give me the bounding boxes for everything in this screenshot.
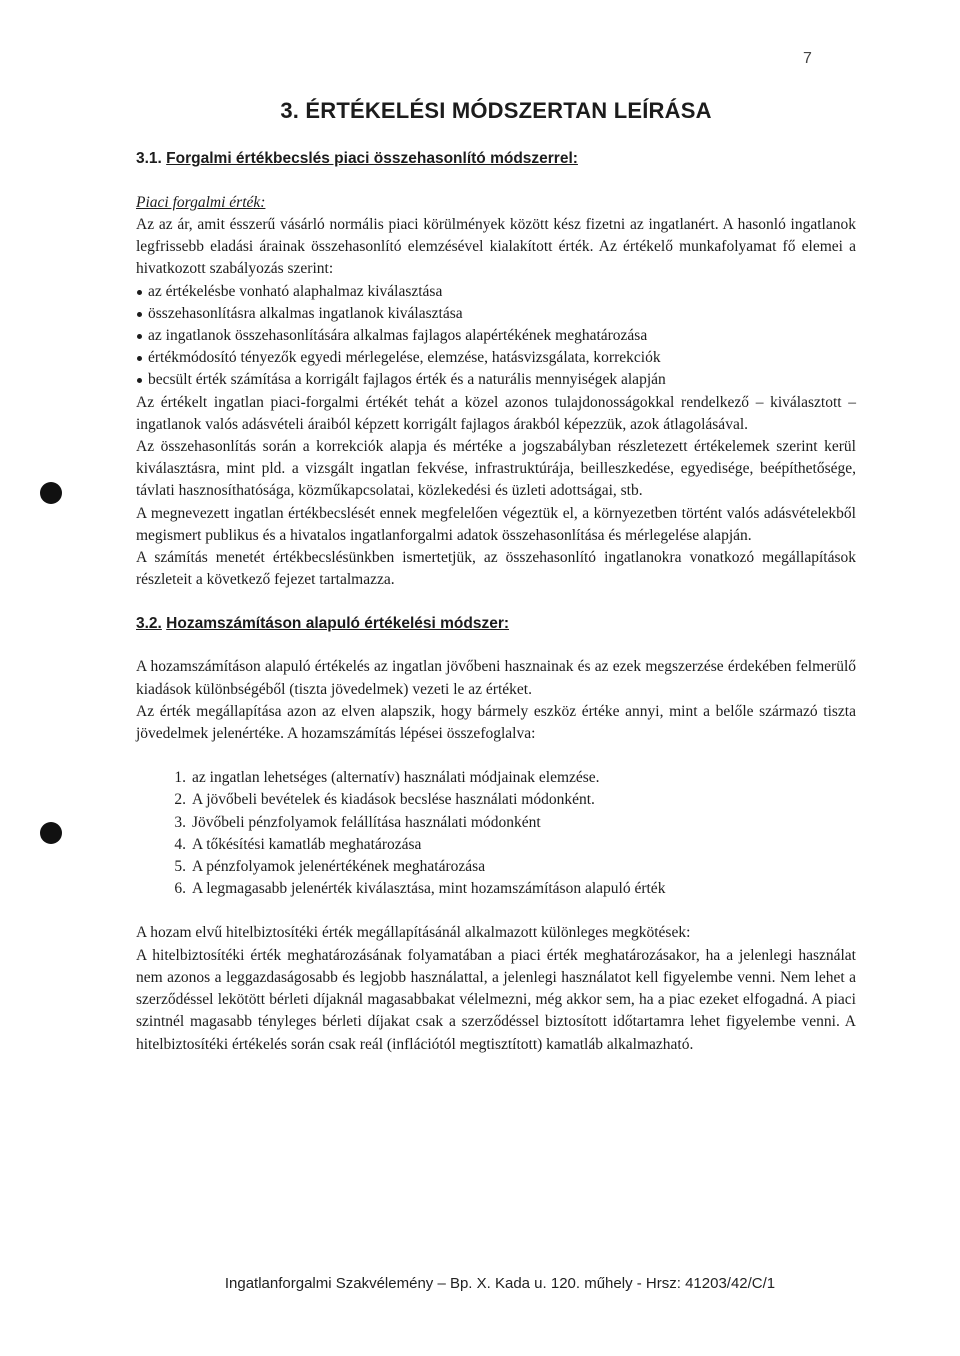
page-content (136, 98, 856, 1056)
step-text: Jövőbeli pénzfolyamok felállítása használati módonként (192, 813, 541, 831)
step-number: 6. (174, 880, 186, 898)
section-heading-3-2 (136, 613, 856, 635)
body-paragraph: Az érték megállapítása azon az elven alapszik, hogy bármely eszköz értéke annyi, mint a belőle származó tiszta jövedelmek jelenértéke. A hozamszámítás lépései összefoglalva: (136, 702, 856, 743)
list-item (136, 789, 856, 811)
punch-hole-marker (40, 822, 62, 844)
list-item (136, 834, 856, 856)
step-number: 4. (174, 835, 186, 853)
list-item (136, 878, 856, 900)
step-number: 2. (174, 791, 186, 809)
punch-hole-marker (40, 482, 62, 504)
workflow-bullet-list (136, 281, 856, 392)
section-title: Forgalmi értékbecslés piaci összehasonlító módszerrel: (166, 150, 578, 167)
income-method-steps-list (136, 767, 856, 900)
body-paragraph: A megnevezett ingatlan értékbecslését ennek megfelelően végeztük el, a környezetben történt valós adásvételekből megismert publikus és a hivatalos ingatlanforgalmi adatok összehasonlítása és mérlegelése alapján. (136, 504, 856, 544)
list-item (136, 812, 856, 834)
special-conditions-paragraph: A hitelbiztosítéki érték meghatározásának folyamatában a piaci érték meghatározásakor, ha a jelenlegi használat nem azonos a leggazdaságosabb és legjobb használattal, a jelenlegi használatot kell figyelembe venni. Nem lehet a szerződéssel lekötött bérleti díjaknál magasabbakat vélelmezni, még akkor sem, ha a piac ezeket elfogadná. A piaci szintnél magasabb tényleges bérleti díjakat csak a szerződéssel biztosított időtartamra lehet figyelembe venni. A hitelbiztosítéki értékelés során csak reál (inflációtól megtisztított) kamatláb alkalmazható. (136, 946, 856, 1053)
step-number: 5. (174, 858, 186, 876)
step-text: A tőkésítési kamatláb meghatározása (192, 835, 422, 853)
bullet-item: az értékelésbe vonható alaphalmaz kiválasztása (136, 281, 856, 303)
bullet-item: összehasonlításra alkalmas ingatlanok kiválasztása (136, 303, 856, 325)
page-footer: Ingatlanforgalmi Szakvélemény – Bp. X. Kada u. 120. műhely - Hrsz: 41203/42/C/1 (224, 1275, 776, 1292)
step-text: A jövőbeli bevételek és kiadások becslése használati módonként. (192, 791, 595, 809)
step-number: 3. (174, 813, 186, 831)
intro-paragraph: Az az ár, amit ésszerű vásárló normális piaci körülmények között kész fizetni az ingatlanért. A hasonló ingatlanok legfrissebb eladási árainak összehasonlító elemzésével kialakított érték. Az értékelő munkafolyamat fő elemei a hivatkozott szabályozás szerint: (136, 216, 856, 278)
section-heading-3-1 (136, 148, 856, 170)
page-number: 7 (803, 50, 812, 67)
body-paragraph: A hozamszámításon alapuló értékelés az ingatlan jövőbeni hasznainak és az ezek megszerzése érdekében felmerülő kiadások különbségéből (tiszta jövedelmek) vezeti le az értéket. (136, 658, 856, 698)
bullet-item: értékmódosító tényezők egyedi mérlegelése, elemzése, hatásvizsgálata, korrekciók (136, 347, 856, 369)
body-paragraph: A számítás menetét értékbecslésünkben ismertetjük, az összehasonlító ingatlanokra vonatkozó megállapítások részleteit a következő fejezet tartalmazza. (136, 549, 856, 589)
step-text: az ingatlan lehetséges (alternatív) használati módjainak elemzése. (192, 769, 600, 787)
list-item (136, 856, 856, 878)
section-title: Hozamszámításon alapuló értékelési módszer: (166, 615, 510, 633)
subheading-piaci-forgalmi-ertek: Piaci forgalmi érték: (136, 194, 266, 211)
body-paragraph: Az értékelt ingatlan piaci-forgalmi értékét tehát a közel azonos tulajdonosságokkal rendelkező – kiválasztott – ingatlanok valós adásvételi áraiból képzett korrigált fajlagos árakból képezzük, azok átlagolásával. (136, 393, 856, 433)
step-text: A pénzfolyamok jelenértékének meghatározása (192, 858, 486, 876)
step-number: 1. (174, 769, 186, 787)
section-number: 3.2. (136, 615, 162, 633)
chapter-title: 3. ÉRTÉKELÉSI MÓDSZERTAN LEÍRÁSA (280, 98, 712, 123)
body-paragraph: Az összehasonlítás során a korrekciók alapja és mértéke a jogszabályban részletezett értékelemek szerint kerül kiválasztásra, mint pld. a vizsgált ingatlan fekvése, infrastruktúrája, beilleszkedése, egyedisége, beépíthetősége, távlati hasznosíthatósága, közműkapcsolatai, közlekedési és üzleti adottságai, stb. (136, 438, 856, 500)
bullet-item: becsült érték számítása a korrigált fajlagos érték és a naturális mennyiségek alapján (136, 369, 856, 391)
list-item (136, 767, 856, 789)
special-conditions-heading: A hozam elvű hitelbiztosítéki érték megállapításánál alkalmazott különleges megkötések: (136, 924, 691, 942)
step-text: A legmagasabb jelenérték kiválasztása, mint hozamszámításon alapuló érték (192, 880, 666, 898)
bullet-item: az ingatlanok összehasonlítására alkalmas fajlagos alapértékének meghatározása (136, 325, 856, 347)
section-number: 3.1. (136, 150, 162, 167)
